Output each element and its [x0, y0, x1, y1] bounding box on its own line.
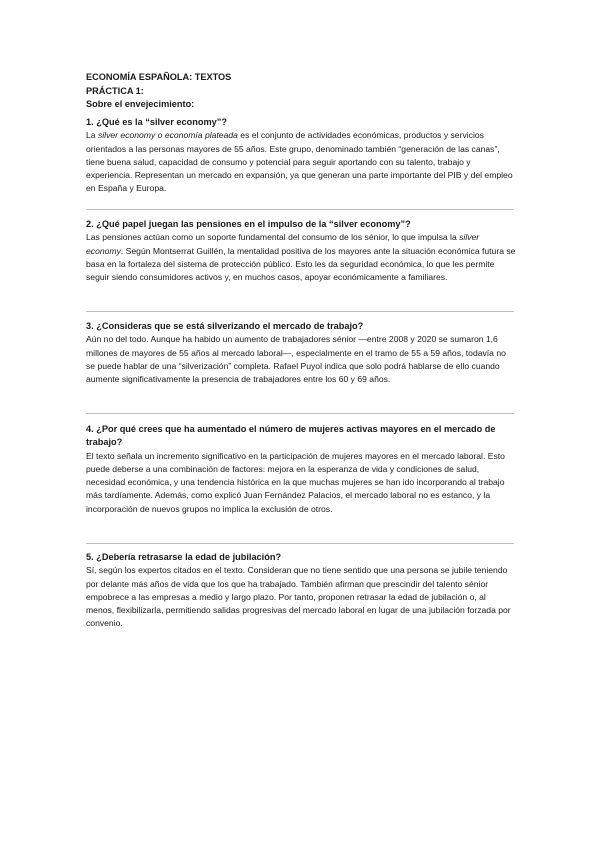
divider-1: [86, 209, 514, 210]
question-3: 3. ¿Consideras que se está silverizando el mercado de trabajo?: [86, 321, 364, 331]
practice-label: PRÁCTICA 1:: [86, 85, 144, 96]
document-title: ECONOMÍA ESPAÑOLA: TEXTOS: [86, 72, 232, 82]
answer-1: La silver economy o economía plateada es el conjunto de actividades económicas, productos y servicios orientados a las personas mayores de 55 años. Este grupo, denominado también “generación de las canas”, tiene buena salud, capacidad de consumo y potencial para seguir aportando con su talento, trabajo y experiencia. Representan un mercado en expansión, ya que generan una parte importante del PIB y del empleo en España y Europa.: [86, 130, 513, 194]
document-header: [86, 71, 526, 112]
divider-3: [86, 413, 514, 414]
answer-4: El texto señala un incremento significativo en la participación de mujeres mayores en el mercado laboral. Esto puede deberse a una combinación de factores: mejora en la esperanza de vida y condiciones de salud, necesidad económica, y una tendencia histórica en la que muchas mujeres se han ido incorporando al trabajo más tardíamente. Además, como explicó Juan Fernández Palacios, el mercado laboral no es estanco, y la incorporación de nuevos grupos no implica la exclusión de otros.: [86, 450, 505, 514]
section-3: [86, 320, 516, 386]
answer-1-emphasis: silver economy o economía plateada: [97, 130, 238, 141]
question-1: 1. ¿Qué es la “silver economy”?: [86, 117, 227, 127]
divider-2: [86, 311, 514, 312]
answer-5: Sí, según los expertos citados en el texto. Consideran que no tiene sentido que una persona se jubile teniendo por delante más años de vida que los que ha trabajado. También afirman que prescindir del talento sénior empobrece a las empresas a medio y largo plazo. Por tanto, proponen retrasar la edad de jubilación o, al menos, flexibilizarla, permitiendo salidas progresivas del mercado laboral en lugar de una jubilación forzada por convenio.: [86, 565, 511, 629]
question-4: 4. ¿Por qué crees que ha aumentado el número de mujeres activas mayores en el mercado de trabajo?: [86, 424, 496, 448]
topic-label: Sobre el envejecimiento:: [86, 99, 195, 109]
section-1: [86, 116, 516, 196]
question-5: 5. ¿Debería retrasarse la edad de jubilación?: [86, 552, 282, 562]
section-4: [86, 423, 516, 516]
divider-4: [86, 543, 514, 544]
answer-2: Las pensiones actúan como un soporte fundamental del consumo de los sénior, lo que impulsa la silver economy. Según Montserrat Guillén, la mentalidad positiva de los mayores ante la situación económica futura se basa en la fortaleza del sistema de protección público. Esto les da seguridad económica, lo que les permite seguir siendo consumidores activos y, en muchos casos, apoyar económicamente a familiares.: [86, 232, 516, 283]
question-2: 2. ¿Qué papel juegan las pensiones en el impulso de la “silver economy”?: [86, 219, 411, 229]
answer-2-emphasis: silver economy: [86, 232, 480, 256]
answer-3: Aún no del todo. Aunque ha habido un aumento de trabajadores sénior —entre 2008 y 2020 se sumaron 1,6 millones de mayores de 55 años al mercado laboral—, especialmente en el tramo de 55 a 59 años, todavía no se puede hablar de una “silverización” completa. Rafael Puyol indica que solo podrá hablarse de ello cuando aumente significativamente la presencia de trabajadores entre los 60 y 69 años.: [86, 334, 506, 385]
section-2: [86, 218, 516, 284]
section-5: [86, 551, 516, 631]
